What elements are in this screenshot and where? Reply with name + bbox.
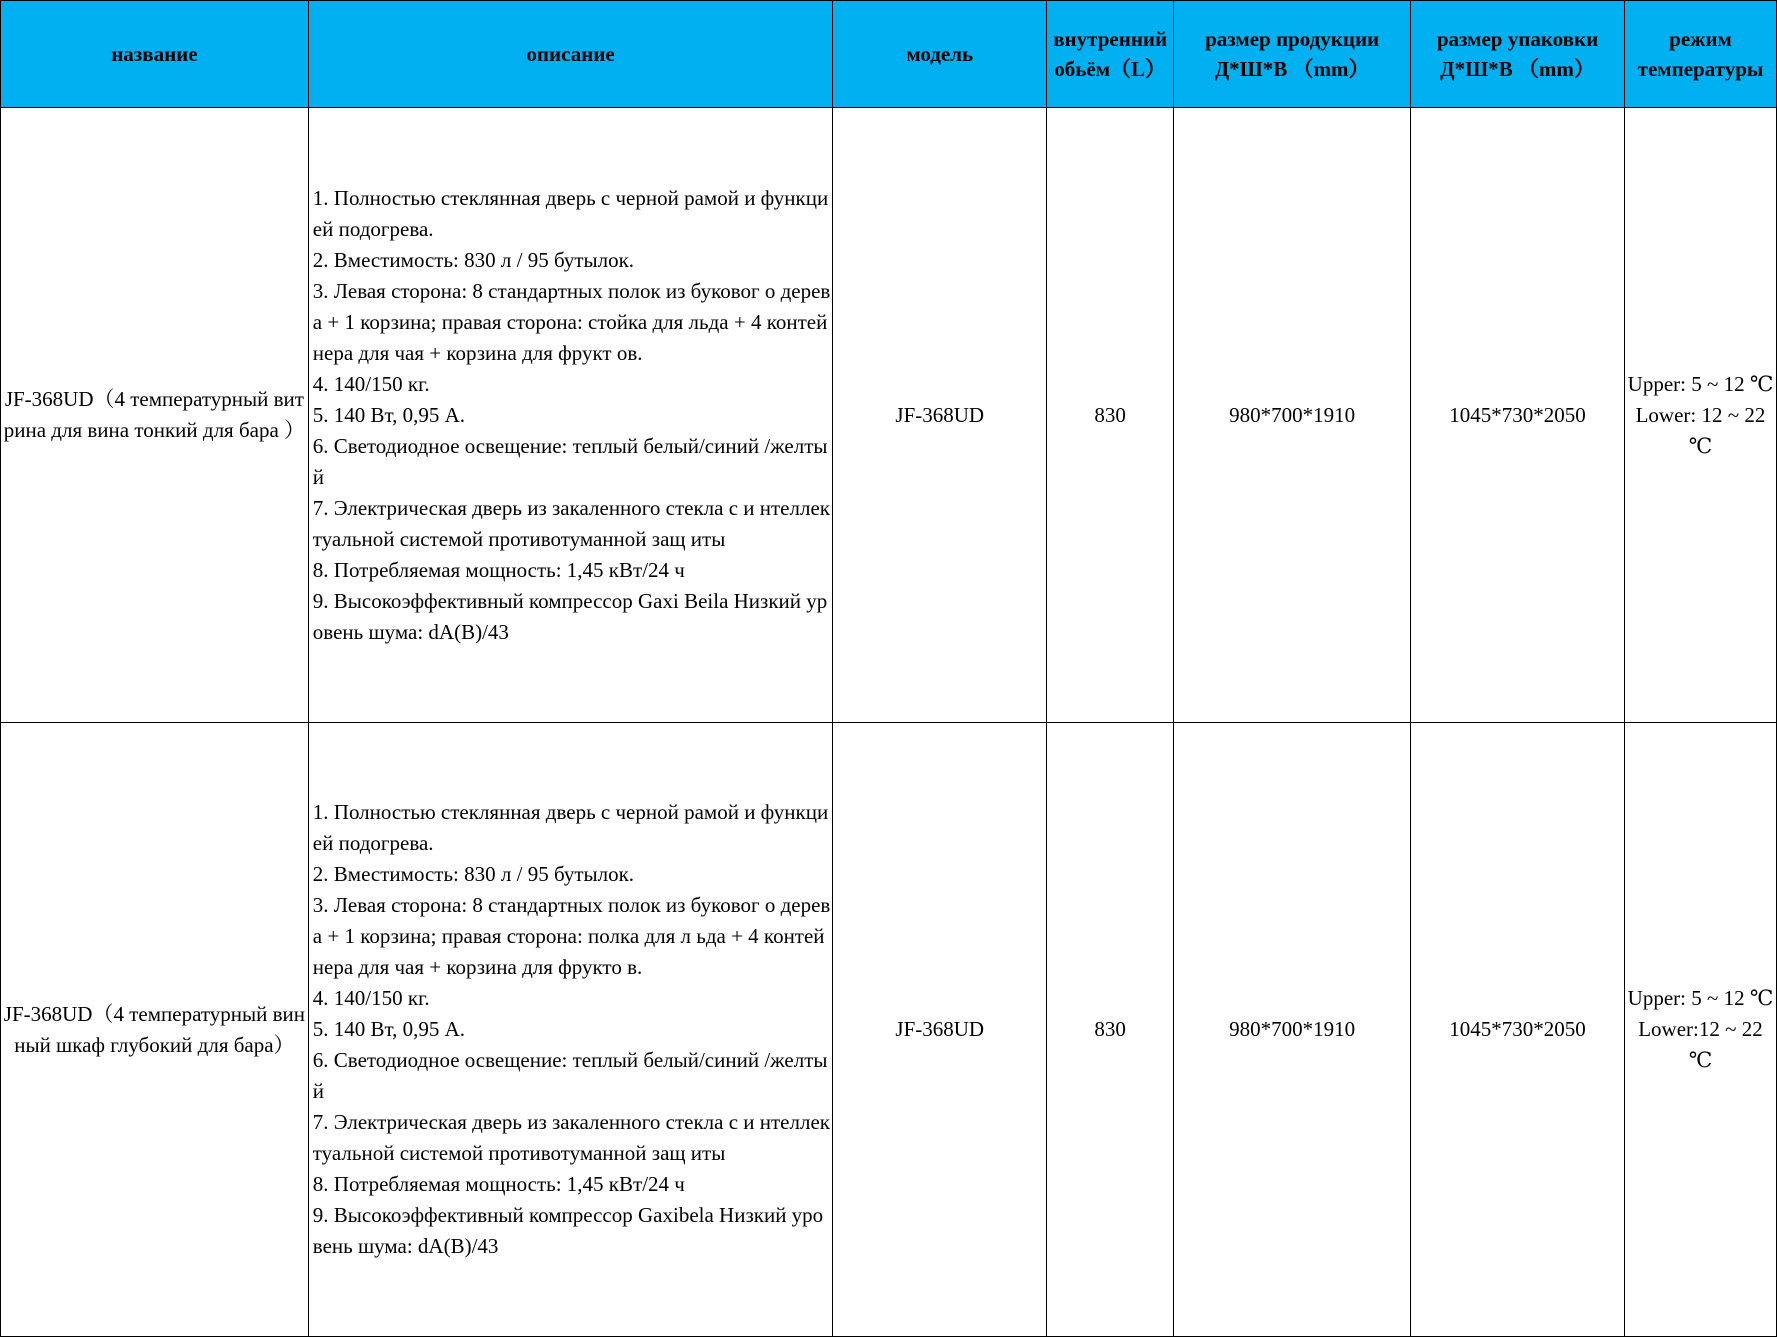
cell-temperature: Upper: 5 ~ 12 ℃ Lower:12 ~ 22 ℃ bbox=[1624, 723, 1776, 1337]
cell-volume: 830 bbox=[1047, 723, 1174, 1337]
cell-name: JF-368UD（4 температурный витрина для вина тонкий для бара ） bbox=[1, 108, 309, 723]
header-row bbox=[1, 1, 1777, 108]
header-temperature: режим температуры bbox=[1624, 1, 1776, 108]
cell-temperature: Upper: 5 ~ 12 ℃ Lower: 12 ~ 22 ℃ bbox=[1624, 108, 1776, 723]
cell-name: JF-368UD（4 температурный винный шкаф глубокий для бара） bbox=[1, 723, 309, 1337]
header-package-size: размер упаковки Д*Ш*В （mm） bbox=[1411, 1, 1625, 108]
cell-description: 1. Полностью стеклянная дверь с черной рамой и функцией подогрева. 2. Вместимость: 830 л / 95 бутылок. 3. Левая сторона: 8 стандартных полок из буковог о дерева + 1 корзина; правая сторона: стойка для льда + 4 контейнера для чая + корзина для фрукт ов. 4. 140/150 кг. 5. 140 Вт, 0,95 А. 6. Светодиодное освещение: теплый белый/синий /желтый 7. Электрическая дверь из закаленного стекла с и нтеллектуальной системой противотуманной защ иты 8. Потребляемая мощность: 1,45 кВт/24 ч 9. Высокоэффективный компрессор Gaxi Beila Низкий уровень шума: dA(B)/43 bbox=[308, 108, 833, 723]
cell-model: JF-368UD bbox=[833, 723, 1047, 1337]
cell-model: JF-368UD bbox=[833, 108, 1047, 723]
header-model: модель bbox=[833, 1, 1047, 108]
table-row bbox=[1, 108, 1777, 723]
cell-product-size: 980*700*1910 bbox=[1174, 108, 1411, 723]
cell-description: 1. Полностью стеклянная дверь с черной рамой и функцией подогрева. 2. Вместимость: 830 л / 95 бутылок. 3. Левая сторона: 8 стандартных полок из буковог о дерева + 1 корзина; правая сторона: полка для л ьда + 4 контейнера для чая + корзина для фрукто в. 4. 140/150 кг. 5. 140 Вт, 0,95 А. 6. Светодиодное освещение: теплый белый/синий /желтый 7. Электрическая дверь из закаленного стекла с и нтеллектуальной системой противотуманной защ иты 8. Потребляемая мощность: 1,45 кВт/24 ч 9. Высокоэффективный компрессор Gaxibela Низкий уровень шума: dA(B)/43 bbox=[308, 723, 833, 1337]
header-volume: внутренний обьём（L） bbox=[1047, 1, 1174, 108]
cell-package-size: 1045*730*2050 bbox=[1411, 723, 1625, 1337]
header-name: название bbox=[1, 1, 309, 108]
cell-package-size: 1045*730*2050 bbox=[1411, 108, 1625, 723]
cell-volume: 830 bbox=[1047, 108, 1174, 723]
header-description: описание bbox=[308, 1, 833, 108]
cell-product-size: 980*700*1910 bbox=[1174, 723, 1411, 1337]
table-row bbox=[1, 723, 1777, 1337]
header-product-size: размер продукции Д*Ш*В （mm） bbox=[1174, 1, 1411, 108]
